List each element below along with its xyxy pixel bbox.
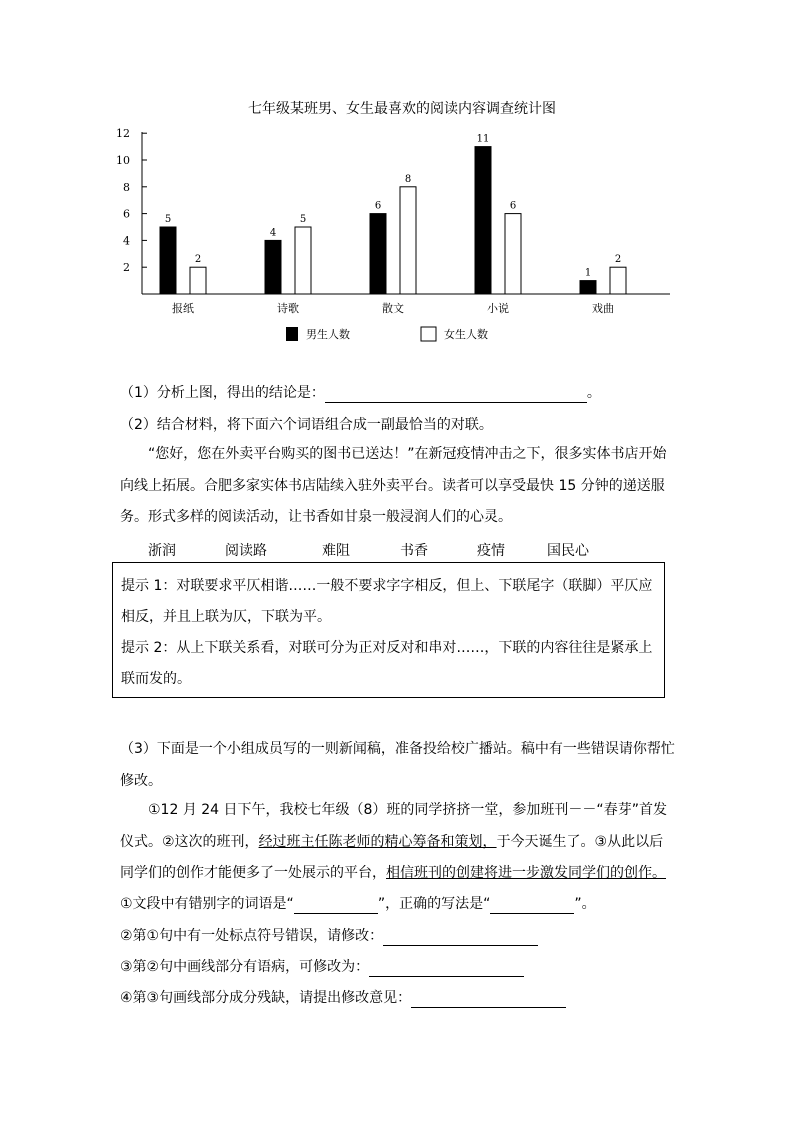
question-1-text: （1）分析上图，得出的结论是： bbox=[120, 385, 325, 401]
data-label: 6 bbox=[374, 200, 382, 212]
data-label: 6 bbox=[509, 200, 517, 212]
bar bbox=[190, 267, 206, 294]
x-tick-label: 戏曲 bbox=[592, 302, 614, 315]
material-paragraph: “您好，您在外卖平台购买的图书已送达！”在新冠疫情冲击之下，很多实体书店开始向线上拓展。合肥多家实体书店陆续入驻外卖平台。读者可以享受最快 15 分钟的递送服务。形式多样的阅读活动，让书香如甘泉一般浸润人们的心灵。 bbox=[120, 446, 667, 525]
item-3-text: ③第②句中画线部分有语病，可修改为： bbox=[120, 959, 370, 975]
item-1 bbox=[120, 894, 596, 914]
bar bbox=[265, 240, 281, 294]
bar bbox=[400, 187, 416, 294]
bar bbox=[295, 227, 311, 294]
bar bbox=[580, 281, 596, 294]
hint-1: 提示 1：对联要求平仄相谐……一般不要求字字相反，但上、下联尾字（联脚）平仄应相反，并且上联为仄，下联为平。 bbox=[121, 578, 653, 625]
legend-swatch-male bbox=[286, 327, 298, 341]
answer-blank-grammar[interactable] bbox=[369, 960, 524, 977]
x-tick-label: 报纸 bbox=[172, 302, 194, 315]
item-2 bbox=[120, 926, 538, 946]
x-tick-label: 小说 bbox=[487, 302, 509, 315]
word-item: 浙润 bbox=[148, 543, 176, 559]
item-2-text: ②第①句中有一处标点符号错误，请修改： bbox=[120, 928, 384, 944]
y-tick-label: 4 bbox=[123, 234, 130, 248]
data-label: 4 bbox=[269, 227, 277, 239]
bar-chart bbox=[100, 88, 700, 353]
x-tick-label: 诗歌 bbox=[277, 302, 299, 315]
answer-blank-punctuation[interactable] bbox=[383, 929, 538, 946]
bar bbox=[475, 147, 491, 294]
word-item: 疫情 bbox=[477, 543, 505, 559]
answer-blank-correct-word[interactable] bbox=[490, 897, 574, 914]
legend-label-female: 女生人数 bbox=[444, 328, 488, 341]
bar bbox=[505, 214, 521, 294]
answer-blank-1[interactable] bbox=[325, 386, 587, 403]
bar bbox=[370, 214, 386, 294]
item-4-text: ④第③句画线部分成分残缺，请提出修改意见： bbox=[120, 990, 412, 1006]
question-2-title: （2）结合材料，将下面六个词语组合成一副最恰当的对联。 bbox=[120, 417, 493, 433]
item-3 bbox=[120, 957, 524, 977]
item-1-text-c: ”。 bbox=[574, 896, 596, 912]
underlined-phrase-2: 相信班刊的创建将进一步激发同学们的创作。 bbox=[386, 865, 666, 881]
data-label: 8 bbox=[404, 173, 412, 185]
y-tick-label: 12 bbox=[116, 127, 130, 141]
bar bbox=[160, 227, 176, 294]
word-item: 难阻 bbox=[322, 543, 350, 559]
news-text-b: 于今天诞生了。③从此以后同学们的创作才能便多了一处展示的平台， bbox=[120, 833, 664, 881]
news-paragraph bbox=[120, 795, 675, 890]
data-label: 5 bbox=[299, 214, 307, 225]
question-1-end: 。 bbox=[586, 385, 601, 401]
chart-title: 七年级某班男、女生最喜欢的阅读内容调查统计图 bbox=[248, 101, 556, 117]
item-1-text-a: ①文段中有错别字的词语是“ bbox=[120, 896, 294, 912]
hint-2: 提示 2：从上下联关系看，对联可分为正对反对和串对……，下联的内容往往是紧承上联而发的。 bbox=[121, 640, 653, 687]
y-tick-label: 2 bbox=[123, 261, 130, 275]
legend-label-male: 男生人数 bbox=[306, 328, 350, 341]
legend-swatch-female bbox=[421, 327, 436, 341]
y-tick-label: 8 bbox=[123, 180, 130, 194]
word-item: 书香 bbox=[400, 543, 428, 559]
bar bbox=[610, 267, 626, 294]
news-text-a: ①12 月 24 日下午，我校七年级（8）班的同学挤挤一堂，参加班刊－－“春芽”首发仪式。②这次的班刊， bbox=[120, 802, 667, 850]
data-label: 2 bbox=[194, 254, 202, 266]
hint-box bbox=[112, 562, 665, 698]
data-label: 11 bbox=[476, 133, 490, 145]
data-label: 2 bbox=[614, 254, 622, 266]
underlined-phrase-1: 经过班主任陈老师的精心筹备和策划， bbox=[258, 833, 497, 850]
data-label: 5 bbox=[164, 214, 172, 225]
y-tick-label: 6 bbox=[123, 207, 130, 221]
word-item: 阅读路 bbox=[225, 543, 267, 559]
x-tick-label: 散文 bbox=[382, 302, 404, 315]
question-3-title: （3）下面是一个小组成员写的一则新闻稿，准备投给校广播站。稿中有一些错误请你帮忙修改。 bbox=[120, 741, 675, 789]
y-tick-label: 10 bbox=[116, 154, 130, 167]
word-item: 国民心 bbox=[547, 543, 589, 559]
item-4 bbox=[120, 988, 566, 1008]
answer-blank-wrong-word[interactable] bbox=[294, 897, 378, 914]
answer-blank-missing-part[interactable] bbox=[411, 991, 566, 1008]
data-label: 1 bbox=[584, 267, 592, 279]
item-1-text-b: ”，正确的写法是“ bbox=[377, 896, 491, 912]
question-1 bbox=[120, 383, 601, 403]
